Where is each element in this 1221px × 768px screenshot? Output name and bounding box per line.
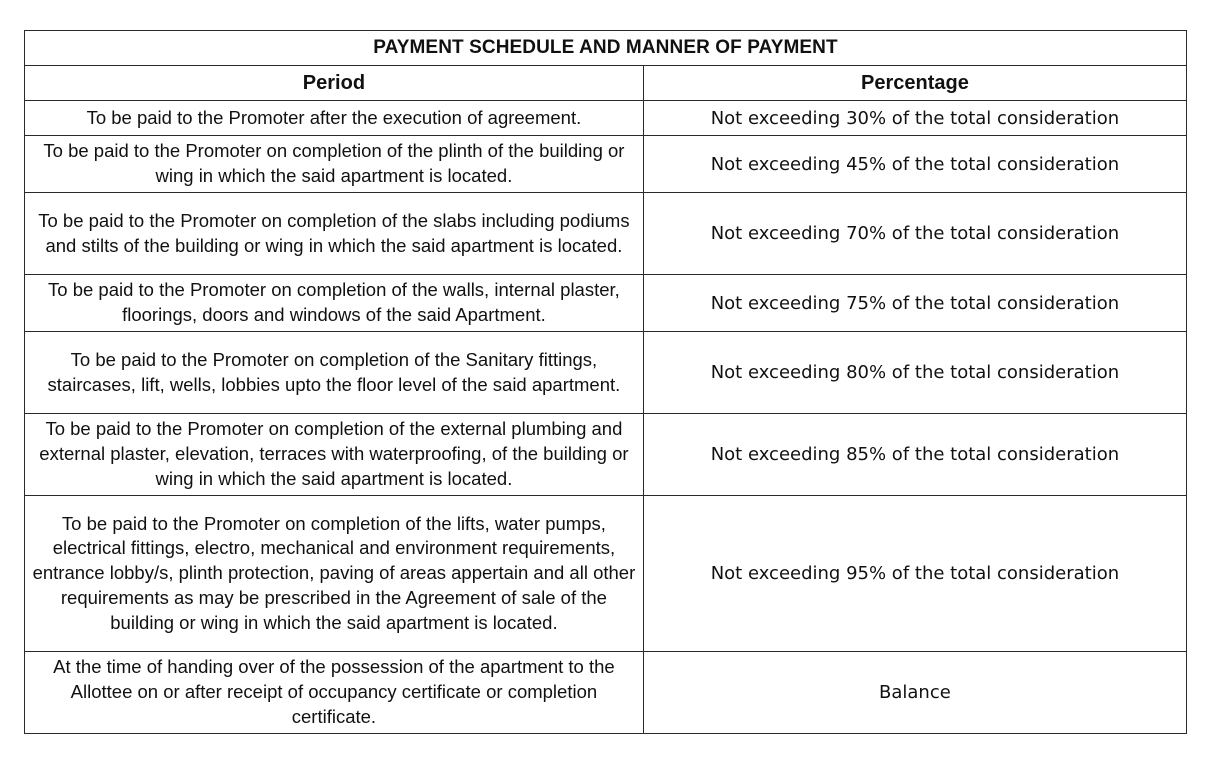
- percentage-cell: Not exceeding 30% of the total consideration: [643, 101, 1186, 136]
- table-title: PAYMENT SCHEDULE AND MANNER OF PAYMENT: [25, 31, 1187, 66]
- header-row: [25, 66, 1187, 101]
- table-row: [25, 414, 1187, 496]
- table-row: [25, 193, 1187, 275]
- table-row: [25, 136, 1187, 193]
- period-cell: To be paid to the Promoter on completion of the Sanitary fittings, staircases, lift, wells, lobbies upto the floor level of the said apartment.: [25, 332, 644, 414]
- period-cell: To be paid to the Promoter on completion of the plinth of the building or wing in which the said apartment is located.: [25, 136, 644, 193]
- percentage-cell: Not exceeding 85% of the total consideration: [643, 414, 1186, 496]
- table-row: [25, 275, 1187, 332]
- percentage-cell: Not exceeding 45% of the total consideration: [643, 136, 1186, 193]
- title-row: [25, 31, 1187, 66]
- payment-schedule-document: [24, 30, 1187, 734]
- period-cell: To be paid to the Promoter on completion of the walls, internal plaster, floorings, doors and windows of the said Apartment.: [25, 275, 644, 332]
- period-cell: To be paid to the Promoter on completion of the lifts, water pumps, electrical fittings, electro, mechanical and environment requirements, entrance lobby/s, plinth protection, paving of areas appertain and all other requirements as may be prescribed in the Agreement of sale of the building or wing in which the said apartment is located.: [25, 496, 644, 652]
- period-cell: At the time of handing over of the possession of the apartment to the Allottee on or after receipt of occupancy certificate or completion certificate.: [25, 652, 644, 734]
- period-cell: To be paid to the Promoter after the execution of agreement.: [25, 101, 644, 136]
- column-header-period: Period: [25, 66, 644, 101]
- table-row: [25, 652, 1187, 734]
- percentage-cell: Not exceeding 95% of the total consideration: [643, 496, 1186, 652]
- table-row: [25, 101, 1187, 136]
- percentage-cell: Balance: [643, 652, 1186, 734]
- percentage-cell: Not exceeding 75% of the total consideration: [643, 275, 1186, 332]
- percentage-cell: Not exceeding 70% of the total consideration: [643, 193, 1186, 275]
- table-row: [25, 496, 1187, 652]
- period-cell: To be paid to the Promoter on completion of the external plumbing and external plaster, elevation, terraces with waterproofing, of the building or wing in which the said apartment is located.: [25, 414, 644, 496]
- period-cell: To be paid to the Promoter on completion of the slabs including podiums and stilts of the building or wing in which the said apartment is located.: [25, 193, 644, 275]
- percentage-cell: Not exceeding 80% of the total consideration: [643, 332, 1186, 414]
- payment-schedule-table: [24, 30, 1187, 734]
- column-header-percentage: Percentage: [643, 66, 1186, 101]
- table-row: [25, 332, 1187, 414]
